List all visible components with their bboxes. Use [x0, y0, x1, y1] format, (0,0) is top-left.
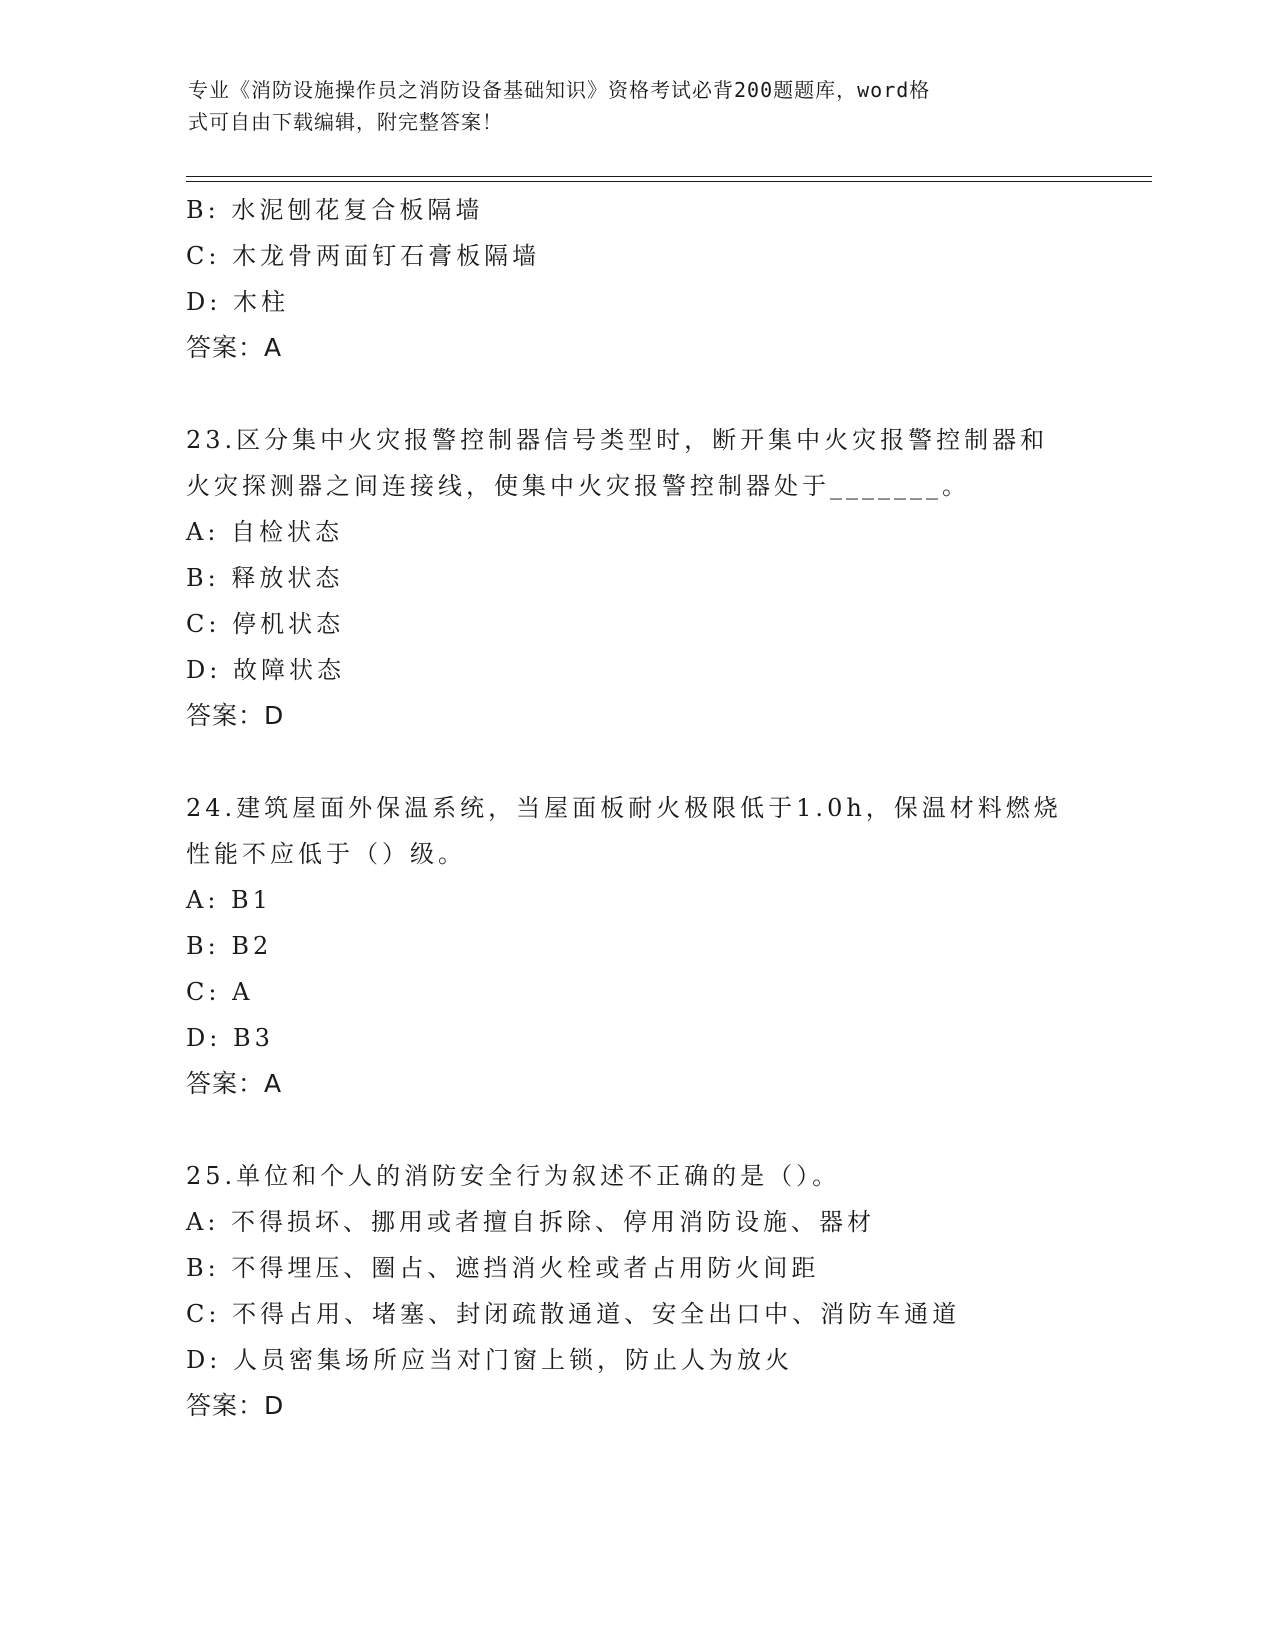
question-22-continued: [186, 187, 1086, 371]
option-c: C: 不得占用、堵塞、封闭疏散通道、安全出口中、消防车通道: [186, 1300, 961, 1328]
answer-line: 答案：A: [186, 333, 283, 362]
answer-line: 答案：A: [186, 1069, 283, 1098]
option-c: C: 木龙骨两面钉石膏板隔墙: [186, 242, 541, 270]
question-stem-line: 25.单位和个人的消防安全行为叙述不正确的是（）。: [186, 1162, 841, 1190]
header-divider-bottom: [186, 181, 1152, 182]
answer-line: 答案：D: [186, 1391, 285, 1420]
option-d: D: B3: [186, 1024, 274, 1052]
question-stem-line: 火灾探测器之间连接线，使集中火灾报警控制器处于_______。: [186, 472, 970, 500]
answer-line: 答案：D: [186, 701, 285, 730]
spacer: [186, 371, 1086, 417]
option-a: A: B1: [186, 886, 272, 914]
option-b: B: B2: [186, 932, 273, 960]
question-list: [186, 187, 1086, 1429]
spacer: [186, 1107, 1086, 1153]
option-b: B: 释放状态: [186, 564, 344, 592]
header-line-1: 专业《消防设施操作员之消防设备基础知识》资格考试必背200题题库，word格: [188, 78, 931, 102]
document-header: [188, 74, 1068, 138]
question-stem-line: 23.区分集中火灾报警控制器信号类型时，断开集中火灾报警控制器和: [186, 426, 1049, 454]
question-stem-line: 24.建筑屋面外保温系统，当屋面板耐火极限低于1.0h，保温材料燃烧: [186, 794, 1062, 822]
option-d: D: 故障状态: [186, 656, 345, 684]
option-b: B: 不得埋压、圈占、遮挡消火栓或者占用防火间距: [186, 1254, 820, 1282]
question-24: [186, 785, 1086, 1107]
header-line-2: 式可自由下载编辑，附完整答案！: [188, 110, 503, 134]
option-b: B: 水泥刨花复合板隔墙: [186, 196, 484, 224]
question-23: [186, 417, 1086, 739]
question-25: [186, 1153, 1086, 1429]
option-d: D: 人员密集场所应当对门窗上锁，防止人为放火: [186, 1346, 793, 1374]
question-stem-line: 性能不应低于（）级。: [186, 840, 466, 868]
option-a: A: 自检状态: [186, 518, 344, 546]
option-c: C: A: [186, 978, 254, 1006]
option-c: C: 停机状态: [186, 610, 345, 638]
spacer: [186, 739, 1086, 785]
option-d: D: 木柱: [186, 288, 289, 316]
header-divider-top: [186, 176, 1152, 177]
option-a: A: 不得损坏、挪用或者擅自拆除、停用消防设施、器材: [186, 1208, 876, 1236]
